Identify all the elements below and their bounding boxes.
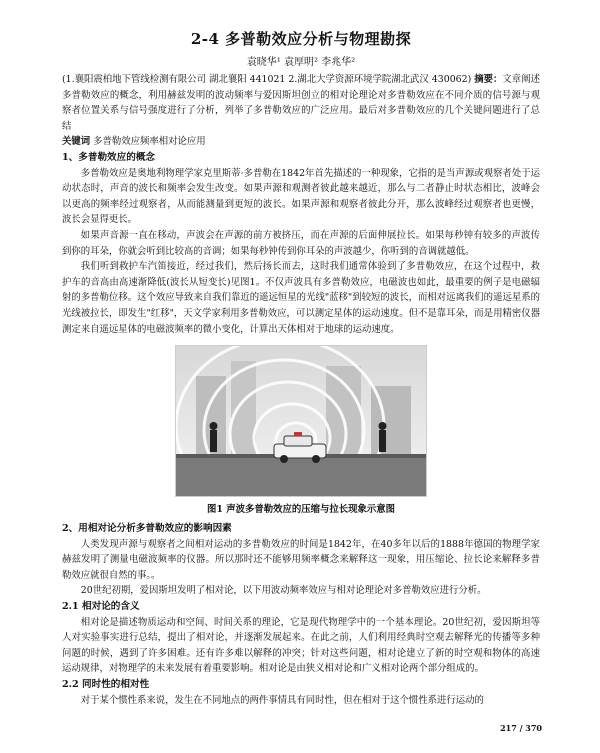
page-number: 217 / 370 [500, 723, 542, 733]
section1-para1: 多普勒效应是奥地利物理学家克里斯蒂·多普勒在1842年首先描述的一种现象，它指的是当声源或观察者处于运动状态时，声音的波长和频率会发生改变。如果声源和观测者彼此越来越近，那么与二者静止时状态相比，波峰会以更高的频率经过观察者，从而能测量到更短的波长。如果声源和观察者彼此分开，那么波峰经过观察者也更慢，波长会显得更长。 [62, 167, 540, 226]
doppler-waves-image [176, 346, 426, 496]
keywords-line [62, 134, 540, 150]
section2-heading: 2、用相对论分析多普勒效应的影响因素 [62, 523, 232, 535]
section2-1-heading: 2.1 相对论的含义 [62, 601, 140, 613]
section2-para1: 人类发现声源与观察者之间相对运动的多普勒效应的时间是1842年，在40多年以后的1888年德国的物理学家赫兹发明了测量电磁波频率的仪器。所以那时还不能够用频率概念来解释这一现象，用压缩论、拉长论来解释多普勒效应就很自然的事。。 [62, 538, 540, 581]
section2-1-para: 相对论是描述物质运动和空间、时间关系的理论，它是现代物理学中的一个基本理论。20世纪初，爱因斯坦等人对实验事实进行总结，提出了相对论，并逐渐发展起来。在此之前，人们利用经典时空观去解释光的传播等多种问题的时候，遇到了许多困难。还有许多难以解释的冲突；针对这些问题，相对论建立了新的时空观和物体的高速运动规律，对物理学的未来发展有着重要影响。相对论是由狭义相对论和广义相对论两个部分组成的。 [62, 616, 540, 675]
section1-para3: 我们听到救护车汽笛接近，经过我们，然后扬长而去，这时我们通常体验到了多普勒效应，在这个过程中，救护车的音高由高速渐降低(波长从短变长)见图1。不仅声波具有多普勒效应，电磁波也如此，最重要的例子是电磁辐射的多普勒位移。这个效应导致来自我们靠近的遥远恒星的光线"蓝移"到较短的波长，而相对远离我们的遥远星系的光线被拉长，即发生"红移"，天文学家利用多普勒效应，可以测定星体的运动速度。但不是靠耳朵，而是用精密仪器测定来自遥远星体的电磁波频率的微小变化，计算出天体相对于地球的运动速度。 [62, 261, 540, 335]
paper-title: 2-4 多普勒效应分析与物理勘探 [190, 30, 412, 48]
section1-para2: 如果声音源一直在移动，声波会在声源的前方被挤压，而在声源的后面伸展拉长。如果每秒钟有较多的声波传到你的耳朵，你就会听到比较高的音调；如果每秒钟传到你耳朵的声波越少，你听到的音调就越低。 [62, 229, 540, 257]
figure-doppler-illustration [175, 345, 427, 497]
affiliation: (1.襄阳震柏地下管线检测有限公司 湖北襄阳 441021 2.湖北大学资源环境学院湖北武汉 430062) [62, 74, 472, 85]
authors: 袁晓华¹ 袁厚明² 李兆华² [246, 57, 356, 68]
abstract-text: 文章阐述多普勒效应的概念，利用赫兹发明的波动频率与爱因斯坦创立的相对论理论对多普勒效应在不同介质的信号源与观察者位置关系与信号强度进行了分析，列举了多普勒效应的广泛应用。最后对多普勒效应的几个关键问题进行了总结 [62, 74, 540, 132]
paper-page [62, 22, 540, 708]
section2-para2: 20世纪初期，爱因斯坦发明了相对论，以下用波动频率效应与相对论理论对多普勒效应进行分析。 [80, 585, 487, 597]
section1-heading: 1、多普勒效应的概念 [62, 151, 156, 163]
abstract-block [62, 72, 540, 134]
section2-2-heading: 2.2 同时性的相对性 [62, 679, 150, 691]
keywords-label: 关键词 [62, 136, 91, 148]
abstract-label: 摘要： [474, 74, 503, 85]
observer-left [210, 422, 218, 452]
section2-2-para: 对于某个惯性系来说，发生在不同地点的两件事情具有同时性，但在相对于这个惯性系进行运动的 [80, 694, 484, 706]
keywords-text: 多普勒效应频率相对论应用 [93, 136, 206, 148]
figure-caption: 图1 声波多普勒效应的压缩与拉长现象示意图 [207, 504, 395, 516]
observer-right [379, 422, 387, 452]
